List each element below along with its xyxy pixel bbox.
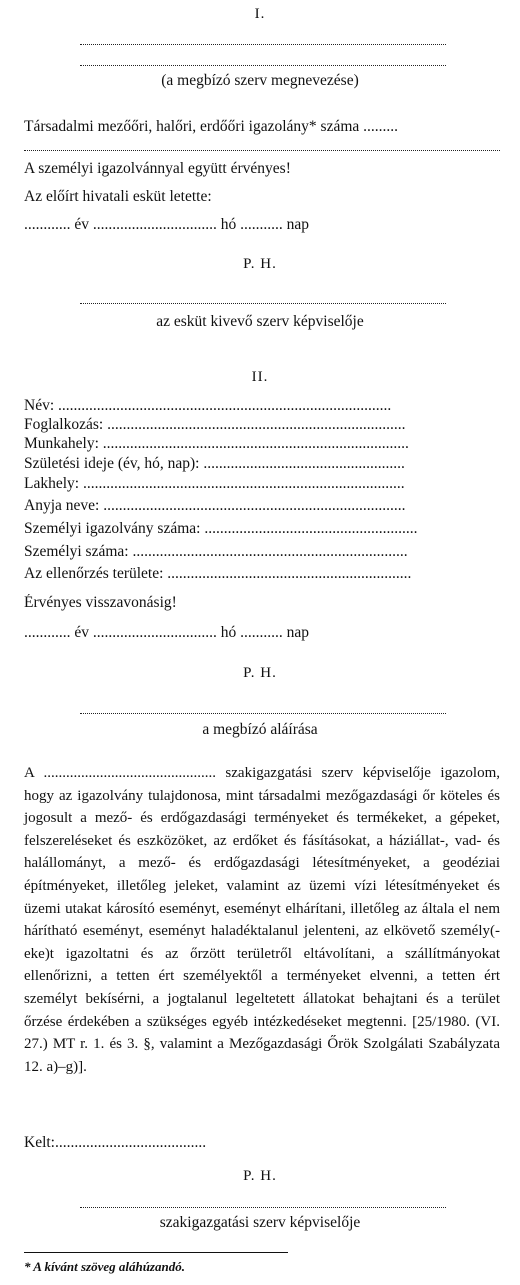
field-id-card-number: Személyi igazolvány száma: ....................................................... [24, 520, 418, 537]
oath-date-row: ............ év ................................ hó ........... nap [24, 216, 310, 233]
permit-number-line: Társadalmi mezőőri, halőri, erdőőri igazolány* száma ......... [24, 118, 399, 135]
section-1-heading: I. [254, 6, 266, 22]
field-residence: Lakhely: ................................................................................... [24, 475, 405, 492]
stamp-label-3: P. H. [243, 1168, 277, 1184]
certification-paragraph: A .............................................. szakigazgatási szerv képviselője igazolom, hogy az igazolvány tulajdonosa, mint társadalmi mezőgazdasági őr köteles és jogosult a mező- és erdőgazdasági terményeket és termékeket, a gépeket, felszereléseket és eszközöket, az erdőket és fásításokat, a háziállat-, vad- és halállományt, a mező- és erdőgazdasági létesítményeket, a geodéziai építményeket, illetőleg jeleket, valamint az üzemi vízi létesítményeket és üzemi utakat károsító eseményt, eseményt elhárítani, illetőleg az általa el nem hárítható eseményt, eseményt haladéktalanul jelenteni, az elkövető személy(-eke)t igazoltatni és az őrzött területről eltávolítani, a szállítmányokat ellenőrizni, a tetten ért személyektől a terményeket elvenni, a tetten ért személyt bekísérni, a jogtalanul legeltetett állatokat behajtani és a terület őrzése érdekében a szükséges egyéb intézkedéseket megtenni. [25/1980. (VI. 27.) MT r. 1. és 3. §, valamint a Mezőgazdasági Őrök Szolgálati Szabályzata 12. a)–g)]. [24, 765, 500, 1075]
org-name-blank-line-1 [80, 44, 446, 45]
authority-rep-caption: szakigazgatási szerv képviselője [159, 1214, 361, 1231]
oath-rep-caption: az esküt kivevő szerv képviselője [156, 313, 364, 330]
section-2-heading: II. [251, 369, 269, 385]
permit-number-blank [24, 150, 500, 151]
field-inspection-area: Az ellenőrzés területe: ............................................................... [24, 565, 412, 582]
principal-signature-line [80, 713, 446, 714]
authority-rep-signature-line [80, 1207, 446, 1208]
org-name-blank-line-2 [80, 65, 446, 66]
valid-until-revoked-text: Érvényes visszavonásig! [24, 594, 177, 611]
stamp-label-1: P. H. [243, 256, 277, 272]
footnote-rule [24, 1252, 288, 1253]
issue-date-row: ............ év ................................ hó ........... nap [24, 624, 310, 641]
principal-signature-caption: a megbízó aláírása [202, 721, 318, 738]
field-workplace: Munkahely: ............................................................................... [24, 435, 409, 452]
org-name-caption: (a megbízó szerv megnevezése) [161, 72, 359, 89]
kelt-line: Kelt:....................................... [24, 1134, 207, 1151]
field-mother-name: Anyja neve: .............................................................................. [24, 497, 406, 514]
stamp-label-2: P. H. [243, 665, 277, 681]
oath-rep-signature-line [80, 303, 446, 304]
valid-with-id-text: A személyi igazolvánnyal együtt érvényes! [24, 160, 291, 177]
field-birth-date: Születési ideje (év, hó, nap): .................................................... [24, 455, 405, 472]
field-personal-number: Személyi száma: ....................................................................... [24, 543, 408, 560]
oath-taken-text: Az előírt hivatali esküt letette: [24, 188, 212, 205]
field-name: Név: ...................................................................................... [24, 397, 392, 414]
footnote-text: * A kívánt szöveg aláhúzandó. [24, 1259, 185, 1274]
field-occupation: Foglalkozás: ............................................................................. [24, 416, 406, 433]
